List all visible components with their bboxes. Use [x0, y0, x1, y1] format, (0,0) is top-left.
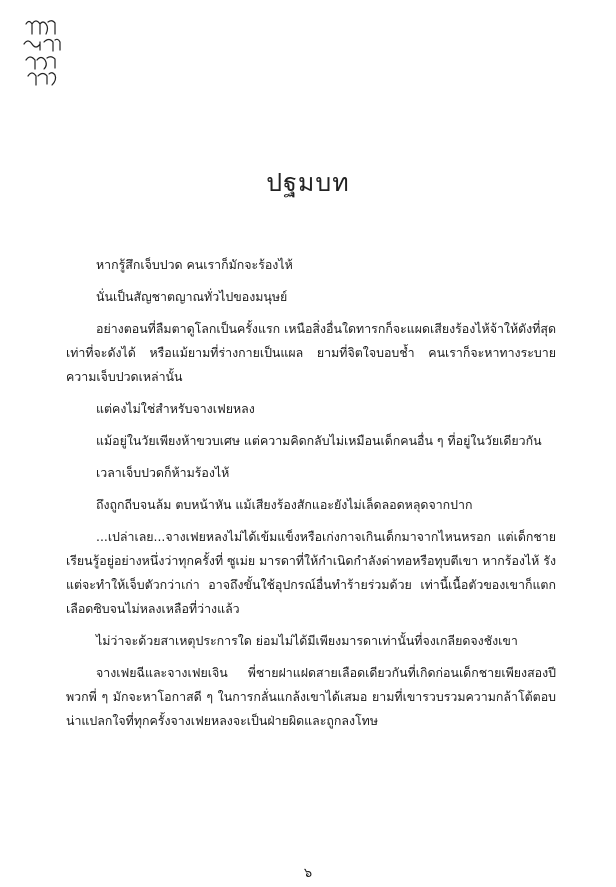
paragraph: หากรู้สึกเจ็บปวด คนเราก็มักจะร้องไห้	[96, 257, 293, 272]
paragraph: ...เปล่าเลย...จางเฟยหลงไม่ได้เข้มแข็งหรือเก่งกาจเกินเด็กมาจากไหนหรอก แต่เด็กชายเรียนรู้อยู่อย่างหนึ่งว่าทุกครั้งที่ ซูเม่ย มารดาที่ให้กำเนิดกำลังด่าทอหรือทุบตีเขา หากร้องไห้ รังแต่จะทำให้เจ็บตัวกว่าเก่า อาจถึงขั้นใช้อุปกรณ์อื่นทำร้ายร่วมด้วย เท่านี้เนื้อตัวของเขาก็แตกเลือดซิบจนไม่หลงเหลือที่ว่างแล้ว	[66, 529, 556, 616]
paragraph: ไม่ว่าจะด้วยสาเหตุประการใด ย่อมไม่ได้มีเพียงมารดาเท่านั้นที่จงเกลียดจงชังเขา	[96, 633, 518, 648]
paragraph: ถึงถูกถีบจนล้ม ตบหน้าหัน แม้เสียงร้องสักแอะยังไม่เล็ดลอดหลุดจากปาก	[96, 497, 473, 512]
paragraph: แม้อยู่ในวัยเพียงห้าขวบเศษ แต่ความคิดกลับไม่เหมือนเด็กคนอื่น ๆ ที่อยู่ในวัยเดียวกัน	[96, 433, 542, 448]
chapter-body	[66, 253, 556, 741]
paragraph: แต่คงไม่ใช่สำหรับจางเฟยหลง	[96, 401, 255, 416]
publisher-logo-mark	[20, 16, 68, 94]
paragraph: เวลาเจ็บปวดก็ห้ามร้องไห้	[96, 465, 230, 480]
page-number: ๖	[303, 866, 313, 881]
publisher-logo	[20, 16, 68, 94]
paragraph: จางเฟยฉีและจางเฟยเจิน พี่ชายฝาแฝดสายเลือดเดียวกันที่เกิดก่อนเด็กชายเพียงสองปี พวกพี่ ๆ มักจะหาโอกาสดี ๆ ในการกลั่นแกล้งเขาได้เสมอ ยามที่เขารวบรวมความกล้าโต้ตอบ น่าแปลกใจที่ทุกครั้งจางเฟยหลงจะเป็นฝ่ายผิดและถูกลงโทษ	[66, 665, 556, 728]
paragraph: นั่นเป็นสัญชาตญาณทั่วไปของมนุษย์	[96, 289, 288, 304]
paragraph: อย่างตอนที่ลืมตาดูโลกเป็นครั้งแรก เหนือสิ่งอื่นใดทารกก็จะแผดเสียงร้องไห้จ้าให้ดังที่สุดเท่าที่จะดังได้ หรือแม้ยามที่ร่างกายเป็นแผล ยามที่จิตใจบอบช้ำ คนเราก็จะหาทางระบายความเจ็บปวดเหล่านั้น	[66, 321, 556, 384]
chapter-title: ปฐมบท	[266, 167, 350, 197]
